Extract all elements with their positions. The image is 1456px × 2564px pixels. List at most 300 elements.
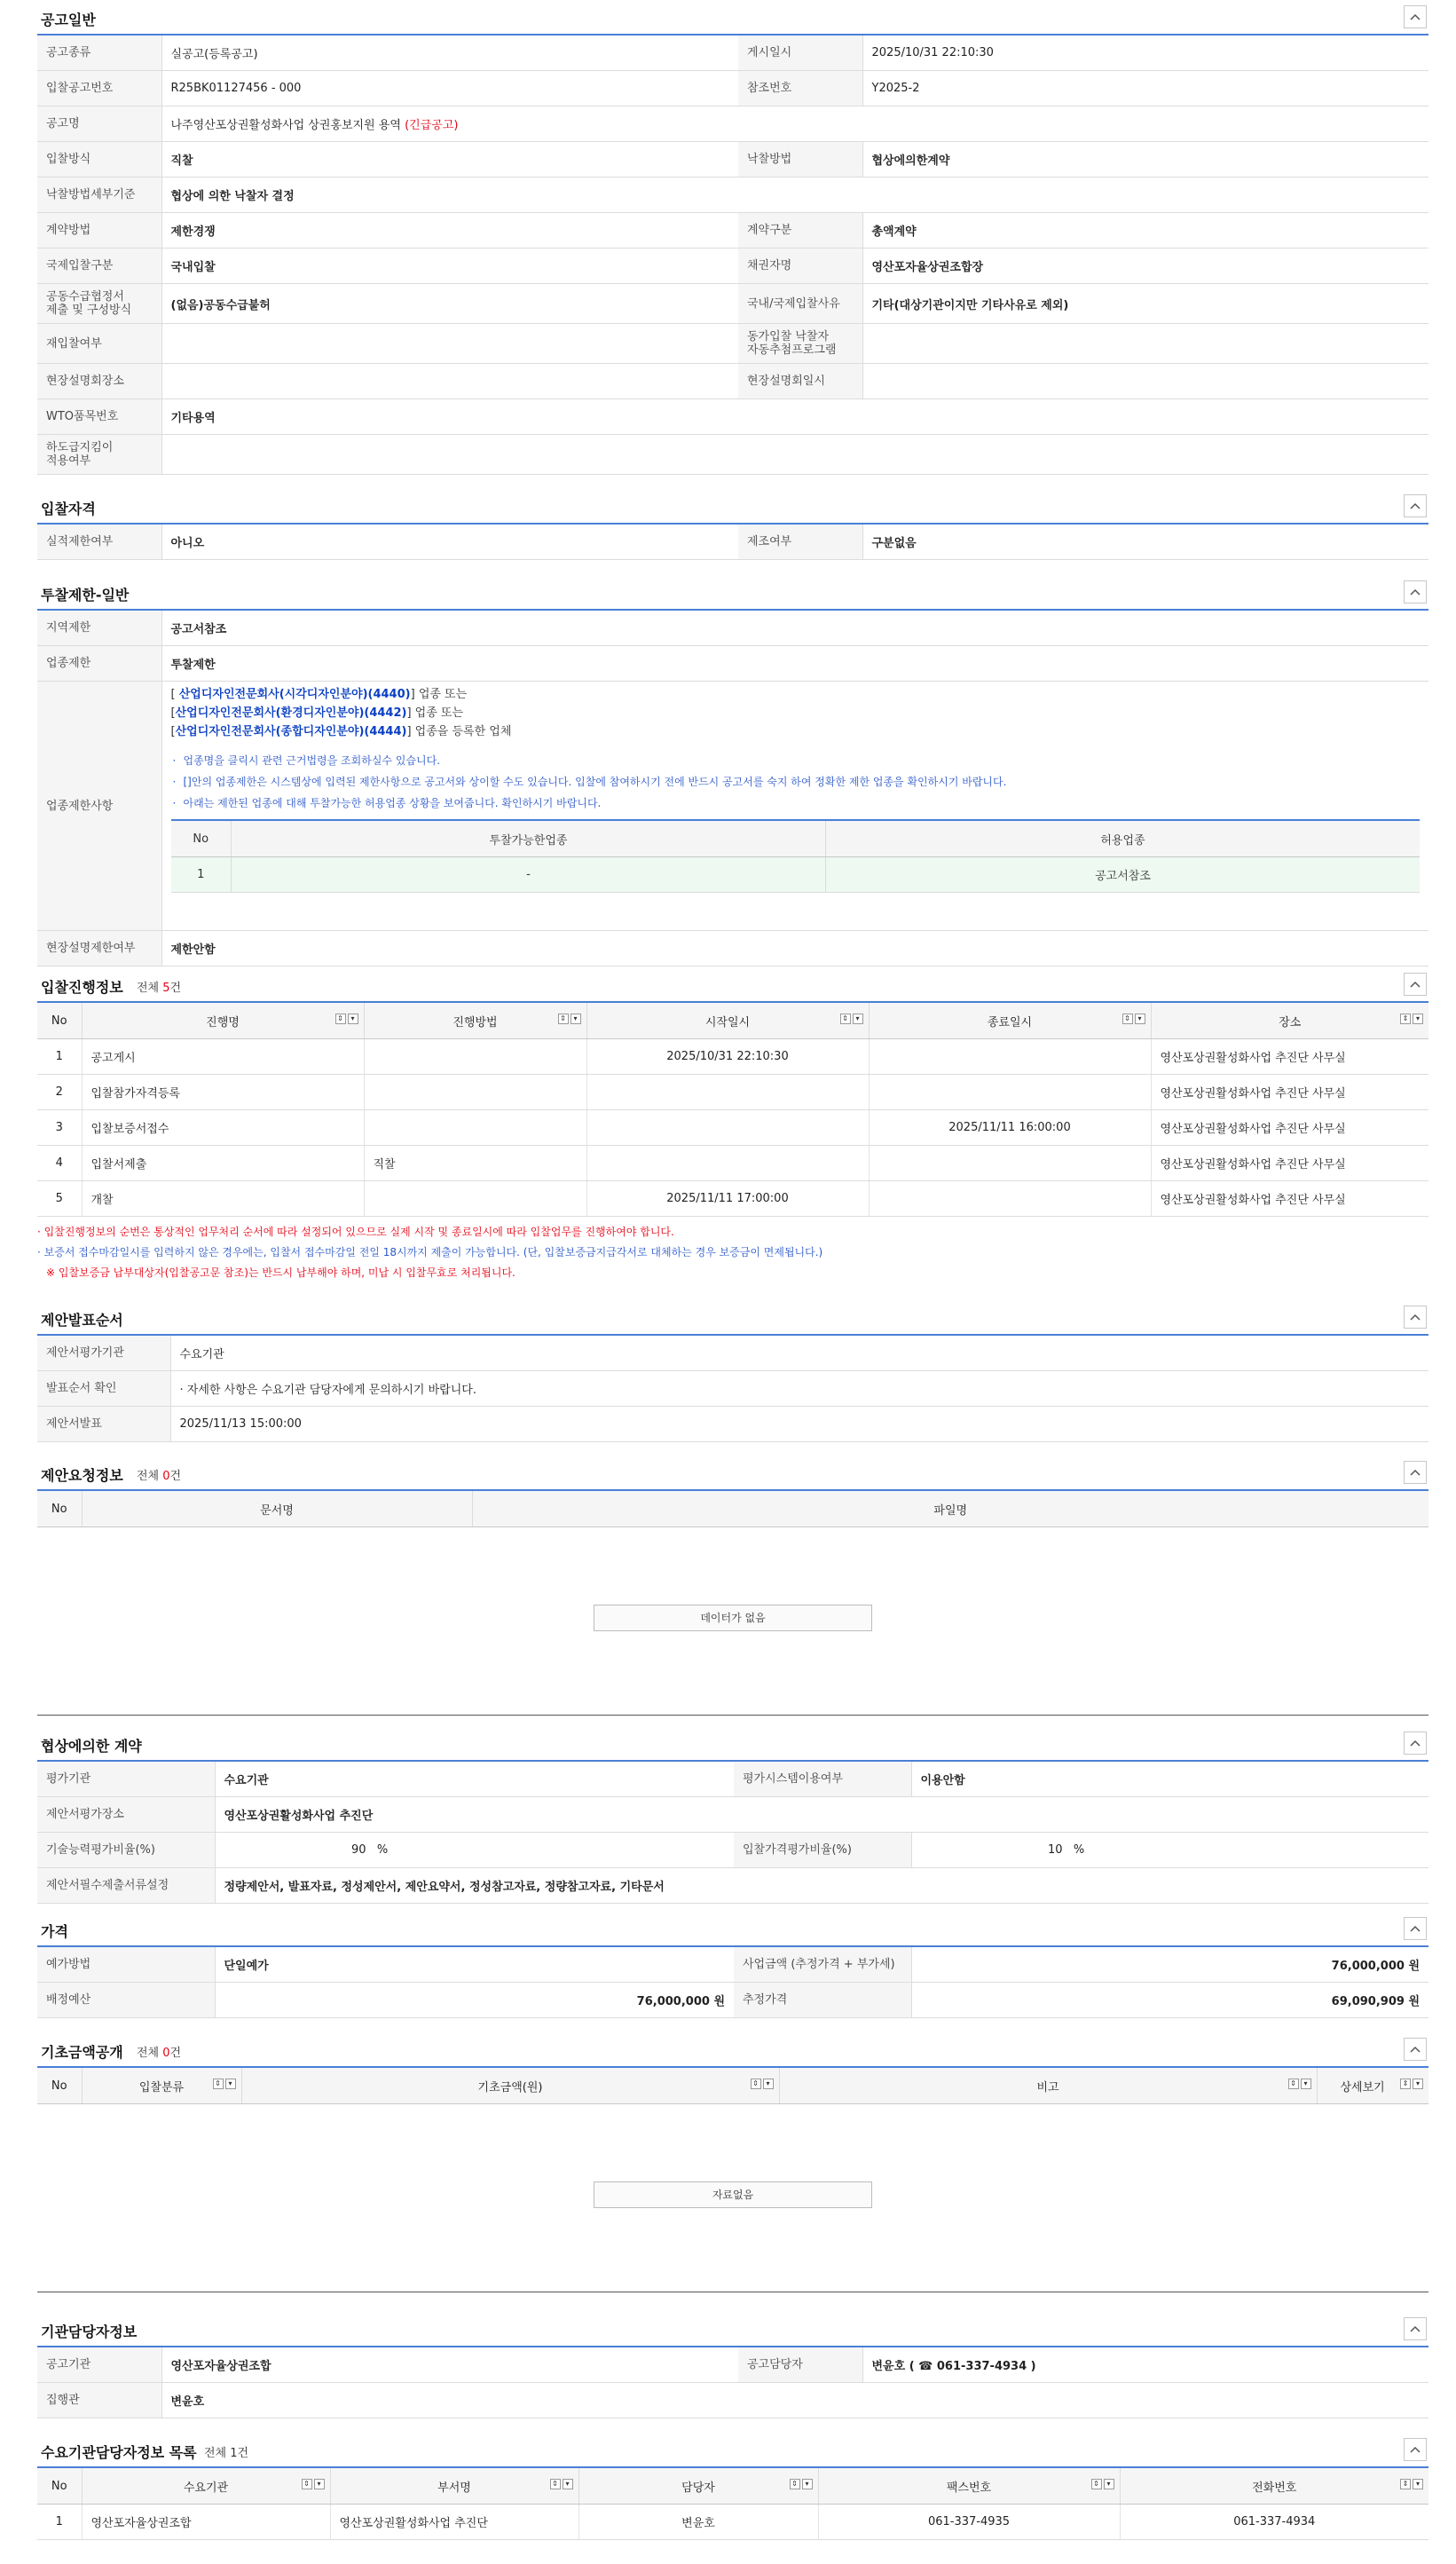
field-label: 채권자명 bbox=[738, 249, 862, 284]
industry-link[interactable]: 산업디자인전문회사(시각디자인분야)(4440) bbox=[178, 688, 411, 701]
industry-suffix: ] 업종을 등록한 업체 bbox=[406, 725, 512, 738]
table-cell: 061-337-4934 bbox=[1120, 2505, 1428, 2540]
table-cell: 2025/11/11 16:00:00 bbox=[869, 1110, 1151, 1146]
field-value: 국내입찰 bbox=[161, 249, 738, 284]
sort-icon[interactable]: ⇕ bbox=[335, 1014, 346, 1024]
urgent-badge: (긴급공고) bbox=[405, 119, 459, 132]
header-label: 팩스번호 bbox=[946, 2481, 992, 2495]
table-cell: 개찰 bbox=[82, 1181, 364, 1217]
chevron-up-icon bbox=[1410, 1469, 1421, 1476]
field-label: 집행관 bbox=[37, 2383, 161, 2418]
table-cell: 4 bbox=[37, 1146, 82, 1181]
header-label: 수요기관 bbox=[183, 2481, 229, 2495]
filter-dropdown-icon[interactable]: ▾ bbox=[853, 1014, 863, 1024]
table-cell: 입찰참가자격등록 bbox=[82, 1075, 364, 1110]
table-cell: 입찰보증서접수 bbox=[82, 1110, 364, 1146]
note-list bbox=[171, 750, 1421, 814]
industry-link[interactable]: 산업디자인전문회사(환경디자인분야)(4442) bbox=[175, 706, 407, 720]
filter-dropdown-icon[interactable]: ▾ bbox=[763, 2079, 774, 2089]
table-cell: 1 bbox=[37, 1039, 82, 1075]
field-label: 배정예산 bbox=[37, 1983, 215, 2018]
field-value bbox=[215, 1833, 734, 1868]
field-value: 제한경쟁 bbox=[161, 213, 738, 249]
field-value: 협상에의한계약 bbox=[862, 142, 1428, 178]
bracket-text: [ bbox=[170, 706, 176, 720]
header-label: 부서명 bbox=[437, 2481, 471, 2495]
note-item: · 아래는 제한된 업종에 대해 투찰가능한 허용업종 상황을 보여줍니다. 확인하시기 바랍니다. bbox=[171, 793, 1421, 814]
filter-dropdown-icon[interactable]: ▾ bbox=[1135, 1014, 1145, 1024]
section-negotiation bbox=[37, 1728, 1428, 1904]
table-cell: 영산포자율상권조합 bbox=[82, 2505, 330, 2540]
field-value: 정량제안서, 발표자료, 정성제안서, 제안요약서, 정성참고자료, 정량참고자료, 기타문서 bbox=[215, 1868, 1428, 1904]
table-row bbox=[37, 1983, 1428, 2018]
header-label: 입찰분류 bbox=[138, 2080, 185, 2095]
table-row bbox=[37, 2505, 1428, 2540]
field-value: · 자세한 사항은 수요기관 담당자에게 문의하시기 바랍니다. bbox=[170, 1371, 1428, 1407]
header-label: 담당자 bbox=[681, 2481, 715, 2495]
chevron-up-icon bbox=[1410, 2325, 1421, 2332]
column-header[interactable] bbox=[364, 1002, 586, 1039]
field-value: 69,090,909 원 bbox=[911, 1983, 1428, 2018]
column-header[interactable] bbox=[82, 1002, 364, 1039]
table-cell bbox=[586, 1110, 869, 1146]
table-row bbox=[37, 1797, 1428, 1833]
section-title: 기초금액공개 bbox=[41, 2044, 123, 2061]
table-row bbox=[37, 284, 1428, 324]
field-label: 예가방법 bbox=[37, 1946, 215, 1983]
filter-dropdown-icon[interactable]: ▾ bbox=[563, 2479, 573, 2489]
field-label: 입찰방식 bbox=[37, 142, 161, 178]
sort-filter-icons[interactable] bbox=[302, 2479, 325, 2489]
collapse-button[interactable] bbox=[1404, 973, 1427, 996]
sort-icon[interactable]: ⇕ bbox=[1091, 2479, 1102, 2489]
chevron-up-icon bbox=[1410, 13, 1421, 20]
filter-dropdown-icon[interactable]: ▾ bbox=[802, 2479, 813, 2489]
collapse-button[interactable] bbox=[1404, 2438, 1427, 2461]
column-header: No bbox=[37, 1002, 82, 1039]
table-cell bbox=[364, 1110, 586, 1146]
industry-line bbox=[171, 685, 1421, 704]
sort-icon[interactable]: ⇕ bbox=[1400, 1014, 1411, 1024]
header-label: 비고 bbox=[1036, 2080, 1059, 2095]
count-suffix: 건 bbox=[169, 1470, 182, 1483]
column-header[interactable] bbox=[1120, 2467, 1428, 2505]
header-label: 진행방법 bbox=[453, 1015, 498, 1030]
column-header[interactable] bbox=[586, 1002, 869, 1039]
total-count bbox=[137, 978, 181, 995]
field-label: 업종제한사항 bbox=[37, 682, 161, 931]
section-restriction bbox=[37, 577, 1428, 966]
table-cell: 공고게시 bbox=[82, 1039, 364, 1075]
table-cell: 1 bbox=[171, 857, 232, 893]
table-row bbox=[37, 1371, 1428, 1407]
table-cell bbox=[364, 1075, 586, 1110]
field-value: 이용안함 bbox=[911, 1761, 1428, 1797]
collapse-button[interactable] bbox=[1404, 494, 1427, 517]
bracket-text: [ bbox=[170, 688, 179, 701]
table-row bbox=[37, 1146, 1428, 1181]
warning-note: ※ 입찰보증금 납부대상자(입찰공고문 참조)는 반드시 납부해야 하며, 미납 시 입찰무효로 처리됩니다. bbox=[46, 1266, 516, 1279]
count-number: 0 bbox=[162, 1470, 170, 1483]
table-cell: 영산포상권활성화사업 추진단 사무실 bbox=[1151, 1110, 1428, 1146]
table-row bbox=[37, 1946, 1428, 1983]
field-label: 낙찰방법세부기준 bbox=[37, 178, 161, 213]
table-cell: 2025/10/31 22:10:30 bbox=[586, 1039, 869, 1075]
table-cell bbox=[586, 1146, 869, 1181]
section-qualification bbox=[37, 491, 1428, 560]
sort-filter-icons[interactable] bbox=[1091, 2479, 1114, 2489]
chevron-up-icon bbox=[1410, 502, 1421, 509]
table-row bbox=[37, 35, 1428, 71]
chevron-up-icon bbox=[1410, 1740, 1421, 1747]
field-label: 발표순서 확인 bbox=[37, 1371, 170, 1407]
field-value: 협상에 의한 낙찰자 결정 bbox=[161, 178, 1428, 213]
field-value: 영산포자율상권조합 bbox=[161, 2347, 738, 2383]
sort-icon[interactable]: ⇕ bbox=[558, 1014, 569, 1024]
qualification-table bbox=[37, 523, 1428, 560]
field-label: 현장설명회장소 bbox=[37, 364, 161, 399]
chevron-up-icon bbox=[1410, 1314, 1421, 1321]
column-header[interactable] bbox=[578, 2467, 818, 2505]
table-cell bbox=[364, 1039, 586, 1075]
collapse-button[interactable] bbox=[1404, 1306, 1427, 1329]
count-number: 5 bbox=[162, 982, 170, 995]
field-label: 참조번호 bbox=[738, 71, 862, 107]
field-value: 직찰 bbox=[161, 142, 738, 178]
sort-filter-icons[interactable] bbox=[840, 1014, 863, 1024]
filter-dropdown-icon[interactable]: ▾ bbox=[348, 1014, 358, 1024]
table-row bbox=[37, 435, 1428, 475]
percent-unit: % bbox=[1073, 1843, 1085, 1857]
field-label: 게시일시 bbox=[738, 35, 862, 71]
chevron-up-icon bbox=[1410, 2046, 1421, 2053]
sort-icon[interactable]: ⇕ bbox=[1400, 2479, 1411, 2489]
field-label: 계약구분 bbox=[738, 213, 862, 249]
header-label: 전화번호 bbox=[1252, 2481, 1297, 2495]
table-row bbox=[37, 1761, 1428, 1797]
field-value: 총액계약 bbox=[862, 213, 1428, 249]
field-value: 공고서참조 bbox=[161, 610, 1428, 646]
table-row bbox=[37, 1181, 1428, 1217]
field-label: WTO품목번호 bbox=[37, 399, 161, 435]
column-header[interactable] bbox=[1151, 1002, 1428, 1039]
field-label: 공고기관 bbox=[37, 2347, 161, 2383]
table-row bbox=[37, 610, 1428, 646]
filter-dropdown-icon[interactable]: ▾ bbox=[1413, 2079, 1423, 2089]
sort-filter-icons[interactable] bbox=[558, 1014, 581, 1024]
sort-filter-icons[interactable] bbox=[335, 1014, 358, 1024]
table-cell: 영산포상권활성화사업 추진단 bbox=[330, 2505, 578, 2540]
table-row bbox=[37, 249, 1428, 284]
collapse-button[interactable] bbox=[1404, 580, 1427, 604]
field-value: 구분없음 bbox=[862, 524, 1428, 560]
chevron-up-icon bbox=[1410, 981, 1421, 988]
industry-detail bbox=[161, 682, 1428, 931]
sort-icon[interactable]: ⇕ bbox=[1400, 2079, 1411, 2089]
table-cell bbox=[364, 1181, 586, 1217]
header-label: 장소 bbox=[1279, 1015, 1302, 1030]
sort-icon[interactable]: ⇕ bbox=[550, 2479, 561, 2489]
industry-link[interactable]: 산업디자인전문회사(종합디자인분야)(4444) bbox=[175, 725, 407, 738]
field-value bbox=[161, 364, 738, 399]
filter-dropdown-icon[interactable]: ▾ bbox=[1413, 1014, 1423, 1024]
table-row bbox=[37, 142, 1428, 178]
table-cell: 2025/11/11 17:00:00 bbox=[586, 1181, 869, 1217]
ratio-value: 90 bbox=[350, 1843, 366, 1857]
total-count: 전체 1건 bbox=[204, 2447, 249, 2460]
section-presentation bbox=[37, 1302, 1428, 1442]
field-value: 영산포상권활성화사업 추진단 bbox=[215, 1797, 1428, 1833]
note-item: · []안의 업종제한은 시스템상에 입력된 제한사항으로 공고서와 상이할 수도 있습니다. 입찰에 참여하시기 전에 반드시 공고서를 숙지 하여 정확한 제한 업종을 확인하시기 바랍니다. bbox=[171, 771, 1421, 793]
table-cell: 영산포상권활성화사업 추진단 사무실 bbox=[1151, 1039, 1428, 1075]
field-label: 제안서평가기관 bbox=[37, 1335, 170, 1371]
bracket-text: [ bbox=[170, 725, 176, 738]
field-label: 평가기관 bbox=[37, 1761, 215, 1797]
section-docs bbox=[37, 1457, 1428, 1715]
table-row bbox=[37, 1039, 1428, 1075]
sort-icon[interactable]: ⇕ bbox=[1122, 1014, 1133, 1024]
section-title: 입찰자격 bbox=[41, 501, 96, 517]
field-value: 기타(대상기관이지만 기타사유로 제외) bbox=[862, 284, 1428, 324]
table-row bbox=[37, 399, 1428, 435]
filter-dropdown-icon[interactable]: ▾ bbox=[1104, 2479, 1114, 2489]
chevron-up-icon bbox=[1410, 2446, 1421, 2453]
table-cell: 061-337-4935 bbox=[818, 2505, 1120, 2540]
table-cell bbox=[869, 1181, 1151, 1217]
field-label: 공고종류 bbox=[37, 35, 161, 71]
field-label: 기술능력평가비율(%) bbox=[37, 1833, 215, 1868]
field-value bbox=[862, 324, 1428, 364]
section-title: 공고일반 bbox=[41, 12, 96, 28]
section-title: 기관담당자정보 bbox=[41, 2323, 138, 2340]
field-label: 국내/국제입찰사유 bbox=[738, 284, 862, 324]
section-title: 제안요청정보 bbox=[41, 1467, 123, 1484]
field-label: 제안서평가장소 bbox=[37, 1797, 215, 1833]
table-header-row bbox=[171, 820, 1421, 857]
table-header-row bbox=[37, 2467, 1428, 2505]
field-value: 2025/11/13 15:00:00 bbox=[170, 1407, 1428, 1442]
sort-filter-icons[interactable] bbox=[1400, 2479, 1423, 2489]
table-cell: 직찰 bbox=[364, 1146, 586, 1181]
column-header[interactable] bbox=[330, 2467, 578, 2505]
sort-filter-icons[interactable] bbox=[1288, 2079, 1311, 2089]
sort-filter-icons[interactable] bbox=[550, 2479, 573, 2489]
sort-icon[interactable]: ⇕ bbox=[840, 1014, 851, 1024]
count-prefix: 전체 bbox=[137, 2047, 163, 2060]
field-label: 제안서발표 bbox=[37, 1407, 170, 1442]
sort-icon[interactable]: ⇕ bbox=[1288, 2079, 1299, 2089]
sort-filter-icons[interactable] bbox=[1400, 2079, 1423, 2089]
total-count bbox=[137, 2043, 181, 2060]
table-cell bbox=[869, 1146, 1151, 1181]
table-cell bbox=[586, 1075, 869, 1110]
field-label: 제조여부 bbox=[738, 524, 862, 560]
table-row bbox=[171, 857, 1421, 893]
field-label: 사업금액 (추정가격 + 부가세) bbox=[734, 1946, 911, 1983]
field-value: 변윤호 bbox=[161, 2383, 1428, 2418]
section-title: 입찰진행정보 bbox=[41, 979, 123, 996]
sort-filter-icons[interactable] bbox=[1400, 1014, 1423, 1024]
price-table bbox=[37, 1945, 1428, 2018]
count-prefix: 전체 bbox=[137, 982, 163, 995]
field-value: 아니오 bbox=[161, 524, 738, 560]
column-header: 투찰가능한업종 bbox=[232, 820, 826, 857]
field-value bbox=[161, 107, 1428, 142]
count-suffix: 건 bbox=[169, 2047, 182, 2060]
column-header[interactable] bbox=[1317, 2067, 1428, 2104]
sort-filter-icons[interactable] bbox=[1122, 1014, 1145, 1024]
collapse-button[interactable] bbox=[1404, 2317, 1427, 2340]
field-value: 영산포자율상권조합장 bbox=[862, 249, 1428, 284]
chevron-up-icon bbox=[1410, 588, 1421, 596]
base-amount-table bbox=[37, 2066, 1428, 2104]
table-cell: 입찰서제출 bbox=[82, 1146, 364, 1181]
column-header[interactable] bbox=[779, 2067, 1317, 2104]
table-row bbox=[37, 71, 1428, 107]
filter-dropdown-icon[interactable]: ▾ bbox=[1301, 2079, 1311, 2089]
table-cell: 2 bbox=[37, 1075, 82, 1110]
table-cell: 변윤호 bbox=[578, 2505, 818, 2540]
table-row bbox=[37, 1868, 1428, 1904]
collapse-button[interactable] bbox=[1404, 1461, 1427, 1484]
section-progress bbox=[37, 969, 1428, 1283]
table-row bbox=[37, 1407, 1428, 1442]
field-label: 계약방법 bbox=[37, 213, 161, 249]
column-header[interactable] bbox=[82, 2467, 330, 2505]
field-value bbox=[161, 435, 1428, 475]
docs-table bbox=[37, 1489, 1428, 1527]
table-header-row bbox=[37, 2067, 1428, 2104]
field-value: R25BK01127456 - 000 bbox=[161, 71, 738, 107]
total-count bbox=[137, 1466, 181, 1483]
header-label: 진행명 bbox=[206, 1015, 240, 1030]
field-label: 입찰공고번호 bbox=[37, 71, 161, 107]
field-value: 수요기관 bbox=[215, 1761, 734, 1797]
info-note: · 보증서 접수마감일시를 입력하지 않은 경우에는, 입찰서 접수마감일 전일 18시까지 제출이 가능합니다. (단, 입찰보증금지급각서로 대체하는 경우 보증금이 면제됩니다.) bbox=[37, 1246, 823, 1258]
sort-icon[interactable]: ⇕ bbox=[302, 2479, 312, 2489]
percent-unit: % bbox=[376, 1843, 389, 1857]
filter-dropdown-icon[interactable]: ▾ bbox=[225, 2079, 236, 2089]
table-row bbox=[37, 1110, 1428, 1146]
field-value: (없음)공동수급불허 bbox=[161, 284, 738, 324]
field-value: 투찰제한 bbox=[161, 646, 1428, 682]
field-value: 수요기관 bbox=[170, 1335, 1428, 1371]
filter-dropdown-icon[interactable]: ▾ bbox=[571, 1014, 581, 1024]
filter-dropdown-icon[interactable]: ▾ bbox=[1413, 2479, 1423, 2489]
field-label: 공동수급협정서 제출 및 구성방식 bbox=[37, 284, 161, 324]
section-base-amount bbox=[37, 2034, 1428, 2292]
field-value: Y2025-2 bbox=[862, 71, 1428, 107]
header-label: 상세보기 bbox=[1340, 2080, 1385, 2095]
section-title: 협상에의한 계약 bbox=[41, 1738, 142, 1755]
table-row bbox=[37, 1335, 1428, 1371]
general-table bbox=[37, 34, 1428, 475]
collapse-button[interactable] bbox=[1404, 5, 1427, 28]
table-cell: 공고서참조 bbox=[826, 857, 1421, 893]
column-header: No bbox=[37, 2067, 82, 2104]
field-label: 현장설명회일시 bbox=[738, 364, 862, 399]
column-header[interactable] bbox=[82, 2067, 241, 2104]
sort-filter-icons[interactable] bbox=[751, 2079, 774, 2089]
table-row bbox=[37, 178, 1428, 213]
header-label: 종료일시 bbox=[987, 1015, 1033, 1030]
field-label: 제안서필수제출서류설정 bbox=[37, 1868, 215, 1904]
table-header-row bbox=[37, 1002, 1428, 1039]
industry-line bbox=[171, 704, 1421, 722]
industry-suffix: ] 업종 또는 bbox=[410, 688, 468, 701]
table-row bbox=[37, 324, 1428, 364]
field-label: 현장설명제한여부 bbox=[37, 931, 161, 966]
column-header[interactable] bbox=[869, 1002, 1151, 1039]
field-value: 2025/10/31 22:10:30 bbox=[862, 35, 1428, 71]
field-label: 추정가격 bbox=[734, 1983, 911, 2018]
sort-icon[interactable]: ⇕ bbox=[213, 2079, 224, 2089]
column-header[interactable] bbox=[818, 2467, 1120, 2505]
section-title: 수요기관담당자정보 목록 bbox=[41, 2444, 197, 2461]
table-cell: 1 bbox=[37, 2505, 82, 2540]
restriction-table bbox=[37, 609, 1428, 966]
section-contact bbox=[37, 2314, 1428, 2418]
field-label: 평가시스템이용여부 bbox=[734, 1761, 911, 1797]
table-row bbox=[37, 1075, 1428, 1110]
table-row bbox=[37, 646, 1428, 682]
negotiation-table bbox=[37, 1760, 1428, 1904]
section-title: 투찰제한-일반 bbox=[41, 587, 130, 604]
column-header: No bbox=[37, 1490, 82, 1527]
table-row bbox=[37, 364, 1428, 399]
table-row bbox=[37, 2383, 1428, 2418]
table-row bbox=[37, 1833, 1428, 1868]
collapse-button[interactable] bbox=[1404, 1732, 1427, 1755]
table-row bbox=[37, 2347, 1428, 2383]
field-value: 기타용역 bbox=[161, 399, 1428, 435]
field-value bbox=[161, 324, 738, 364]
field-value: 제한안함 bbox=[161, 931, 1428, 966]
empty-data-message: 데이터가 없음 bbox=[594, 1605, 872, 1631]
progress-notes bbox=[37, 1222, 1428, 1283]
sort-icon[interactable]: ⇕ bbox=[751, 2079, 761, 2089]
sort-icon[interactable]: ⇕ bbox=[790, 2479, 800, 2489]
column-header: No bbox=[37, 2467, 82, 2505]
field-value: 단일예가 bbox=[215, 1946, 734, 1983]
empty-data-message: 자료없음 bbox=[594, 2181, 872, 2208]
table-row bbox=[37, 213, 1428, 249]
column-header: No bbox=[171, 820, 232, 857]
filter-dropdown-icon[interactable]: ▾ bbox=[314, 2479, 325, 2489]
section-divider bbox=[37, 1715, 1428, 1716]
field-label: 업종제한 bbox=[37, 646, 161, 682]
column-header: 파일명 bbox=[472, 1490, 1428, 1527]
section-title: 가격 bbox=[41, 1923, 68, 1940]
table-cell: 3 bbox=[37, 1110, 82, 1146]
field-label: 공고명 bbox=[37, 107, 161, 142]
table-row bbox=[37, 682, 1428, 931]
field-label: 재입찰여부 bbox=[37, 324, 161, 364]
field-value bbox=[911, 1833, 1428, 1868]
collapse-button[interactable] bbox=[1404, 1917, 1427, 1940]
table-cell: 영산포상권활성화사업 추진단 사무실 bbox=[1151, 1075, 1428, 1110]
table-row bbox=[37, 931, 1428, 966]
sort-filter-icons[interactable] bbox=[213, 2079, 236, 2089]
sort-filter-icons[interactable] bbox=[790, 2479, 813, 2489]
table-header-row bbox=[37, 1490, 1428, 1527]
header-label: 시작일시 bbox=[704, 1015, 751, 1030]
table-row bbox=[37, 524, 1428, 560]
collapse-button[interactable] bbox=[1404, 2038, 1427, 2061]
column-header[interactable] bbox=[241, 2067, 779, 2104]
industry-line bbox=[171, 722, 1421, 741]
table-cell: 영산포상권활성화사업 추진단 사무실 bbox=[1151, 1181, 1428, 1217]
